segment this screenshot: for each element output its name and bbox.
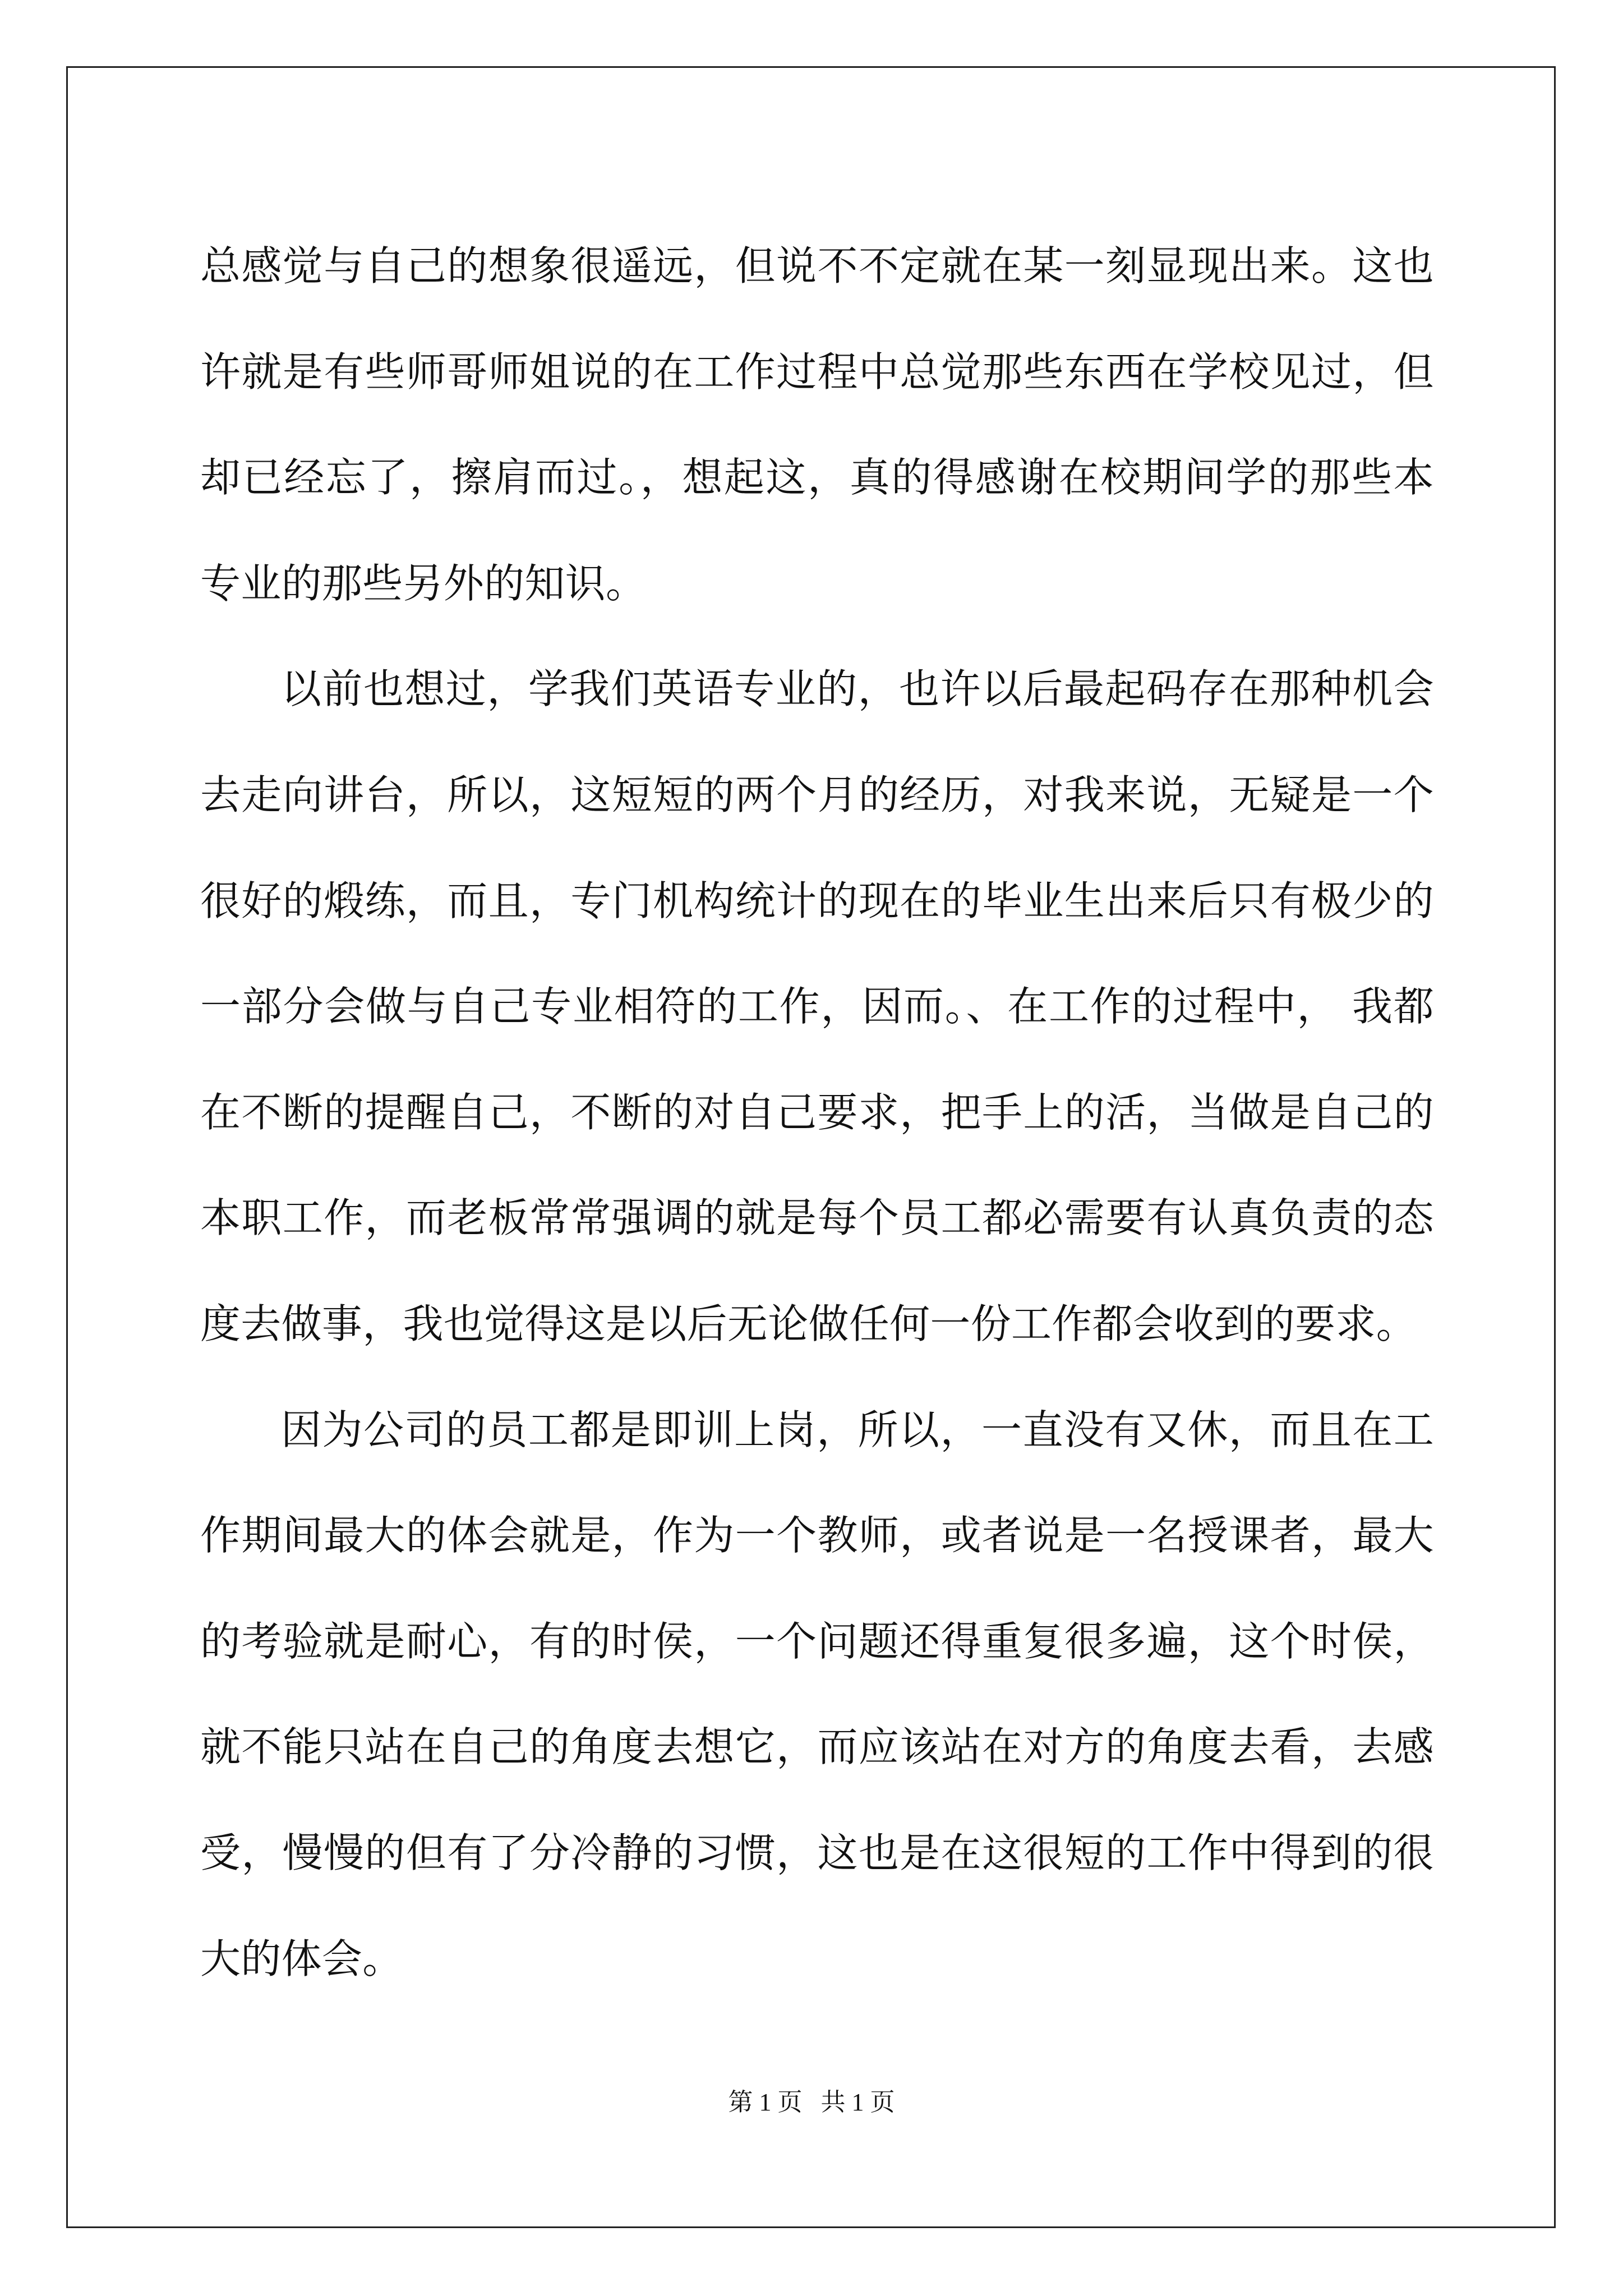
document-body <box>200 213 1434 2012</box>
paragraph-2: 以前也想过，学我们英语专业的，也许以后最起码存在那种机会去走向讲台，所以，这短短的两个月的经历，对我来说，无疑是一个很好的煅练，而且，专门机构统计的现在的毕业生出来后只有极少的一部分会做与自己专业相符的工作，因而。、在工作的过程中， 我都在不断的提醒自己，不断的对自己要求，把手上的活，当做是自己的本职工作，而老板常常强调的就是每个员工都必需要有认真负责的态度去做事，我也觉得这是以后无论做任何一份工作都会收到的要求。 <box>200 665 1434 1347</box>
page-footer: 第 1 页 共 1 页 <box>728 2088 895 2116</box>
paragraph-1: 总感觉与自己的想象很遥远，但说不不定就在某一刻显现出来。这也许就是有些师哥师姐说的在工作过程中总觉那些东西在学校见过，但却已经忘了，擦肩而过。，想起这，真的得感谢在校期间学的那些本专业的那些另外的知识。 <box>200 242 1434 607</box>
paragraph-3: 因为公司的员工都是即训上岗，所以，一直没有又休，而且在工作期间最大的体会就是，作为一个教师，或者说是一名授课者，最大的考验就是耐心，有的时侯，一个问题还得重复很多遍，这个时侯，就不能只站在自己的角度去想它，而应该站在对方的角度去看，去感受，慢慢的但有了分冷静的习惯，这也是在这很短的工作中得到的很大的体会。 <box>200 1406 1434 1982</box>
